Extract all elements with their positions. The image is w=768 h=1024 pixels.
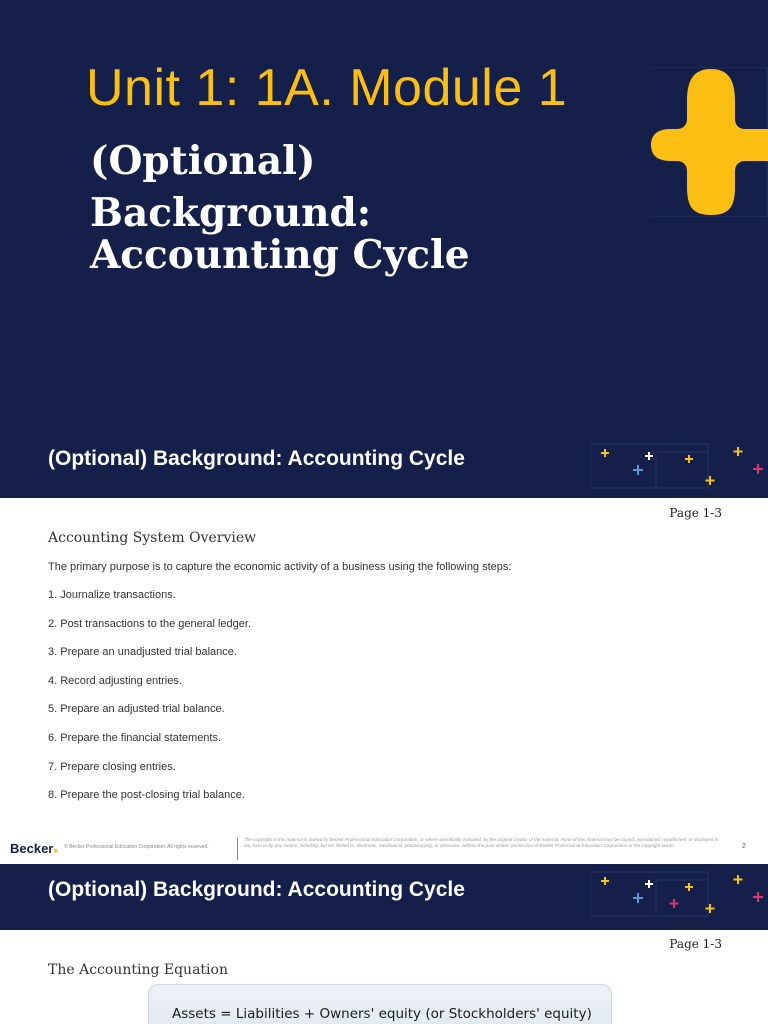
becker-logo bbox=[10, 841, 58, 856]
accounting-equation: Assets = Liabilities + Owners' equity (or Stockholders' equity) bbox=[172, 1006, 592, 1022]
equation-box bbox=[148, 984, 612, 1024]
slide-2-banner bbox=[0, 440, 768, 498]
plus-icon bbox=[651, 67, 768, 217]
unit-title: Unit 1: 1A. Module 1 bbox=[86, 59, 568, 117]
copyright-text: © Becker Professional Education Corporation. All rights reserved. bbox=[64, 844, 209, 850]
page-reference: Page 1-3 bbox=[669, 506, 722, 520]
list-item: 4. Record adjusting entries. bbox=[48, 674, 182, 687]
legal-notice: The copyright in this material is owned by Becker Professional Education Corporation, or where specifically indicated, by the original creator of the material. None of this material may be copied, reproduced, republished, or displayed in any form or by any means, including, but not limited to, electronic, mechanical, photocopying, or otherwise, without the prior written permission of Becker Professional Education Corporation or the copyright owner. bbox=[244, 837, 719, 848]
logo-text: Becker bbox=[10, 841, 54, 856]
banner-title: (Optional) Background: Accounting Cycle bbox=[48, 878, 465, 901]
list-item: 5. Prepare an adjusted trial balance. bbox=[48, 703, 225, 716]
sparkle-decoration-icon bbox=[590, 868, 768, 926]
page-reference: Page 1-3 bbox=[669, 937, 722, 951]
slide-footer bbox=[0, 834, 768, 862]
list-item: 7. Prepare closing entries. bbox=[48, 760, 176, 773]
list-item: 8. Prepare the post-closing trial balance. bbox=[48, 789, 245, 802]
section-heading: The Accounting Equation bbox=[48, 962, 228, 978]
title-slide bbox=[0, 0, 768, 440]
list-item: 2. Post transactions to the general ledger. bbox=[48, 617, 252, 630]
sparkle-decoration-icon bbox=[590, 440, 768, 498]
footer-divider bbox=[237, 838, 238, 860]
logo-dot-icon: ● bbox=[53, 846, 59, 855]
steps-list bbox=[48, 589, 251, 818]
slide-subtitle bbox=[90, 140, 470, 276]
subtitle-line-3: Accounting Cycle bbox=[90, 232, 470, 278]
intro-text: The primary purpose is to capture the economic activity of a business using the following steps: bbox=[48, 561, 512, 573]
section-heading: Accounting System Overview bbox=[48, 530, 257, 546]
list-item: 1. Journalize transactions. bbox=[48, 589, 176, 601]
banner-title: (Optional) Background: Accounting Cycle bbox=[48, 447, 465, 470]
subtitle-line-1: (Optional) bbox=[90, 138, 316, 184]
slide-3-banner bbox=[0, 864, 768, 930]
slide-number: 2 bbox=[742, 843, 746, 850]
subtitle-line-2: Background: bbox=[90, 190, 372, 236]
list-item: 3. Prepare an unadjusted trial balance. bbox=[48, 646, 237, 659]
list-item: 6. Prepare the financial statements. bbox=[48, 731, 222, 744]
